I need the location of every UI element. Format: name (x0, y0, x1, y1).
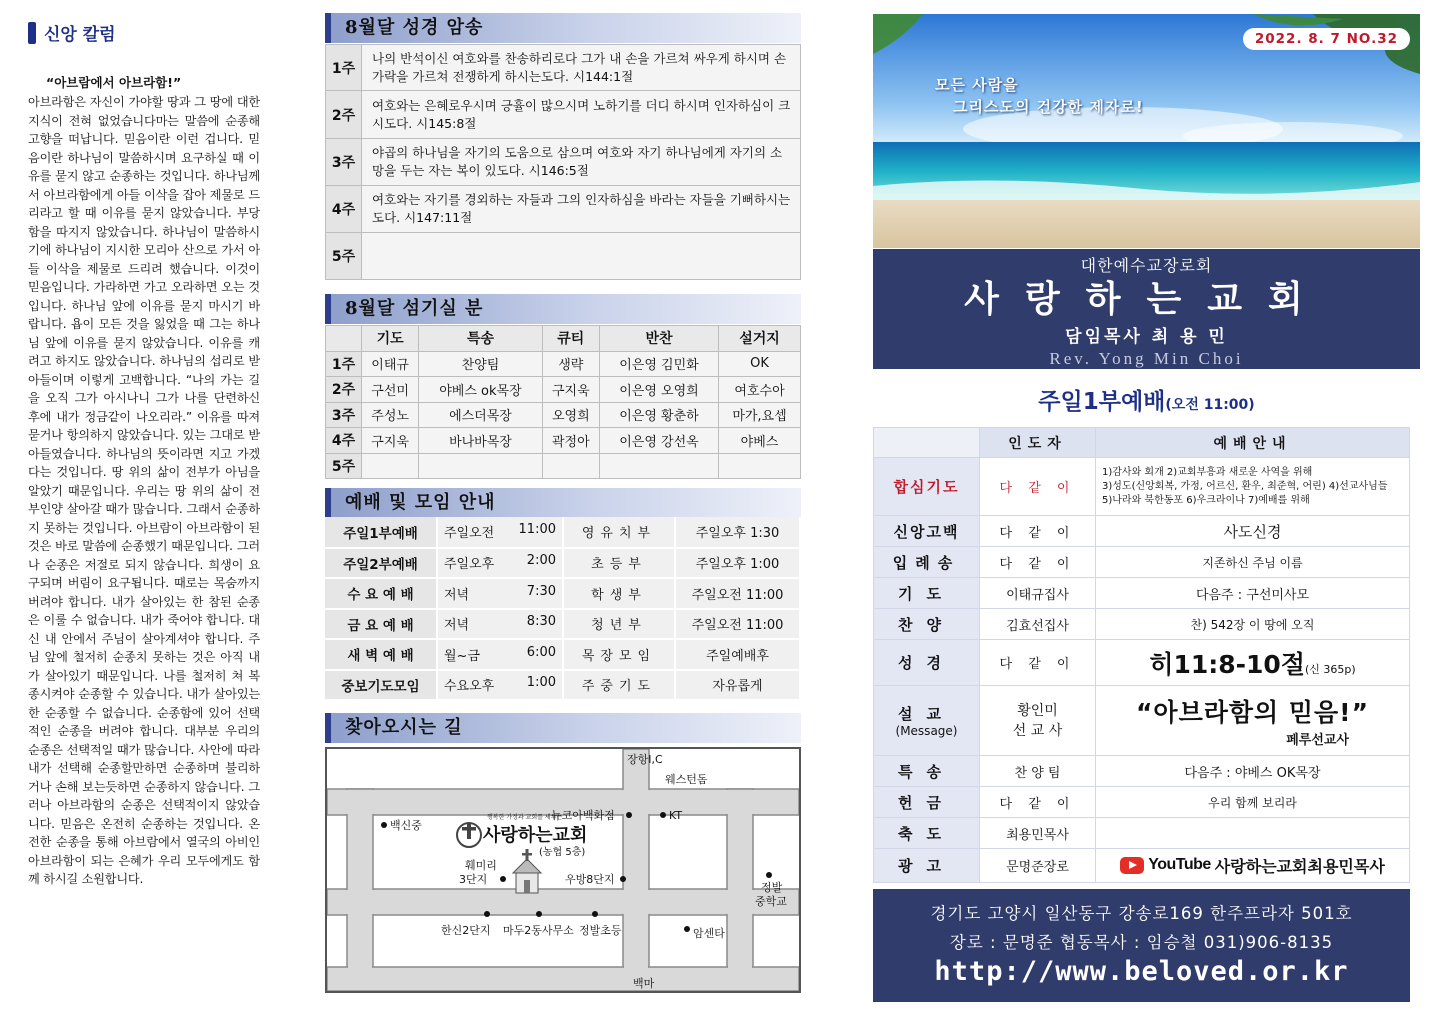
map-label: 행복한 가정과 교회를 세우는 (487, 814, 563, 821)
gathering-time (437, 670, 563, 701)
order-guide: 지존하신 주님 이름 (1096, 547, 1410, 578)
table-cell (719, 453, 801, 479)
table-cell (542, 453, 599, 479)
verses-header: 8월달 성경 암송 (325, 13, 801, 43)
verse-text (362, 233, 801, 280)
prayer-topic: 5)나라와 북한동포 6)우크라이나 7)예배를 위해 (1102, 494, 1310, 506)
map-label: 마두2동사무소 (503, 924, 574, 937)
order-leader: 문명준장로 (980, 849, 1096, 883)
column-header: 기도 (362, 326, 419, 352)
verse-text: 여호와는 자기를 경외하는 자들과 그의 인자하심을 바라는 자들을 기뻐하시는도다. 시147:11절 (362, 186, 801, 233)
table-row (326, 186, 801, 233)
table-row (326, 351, 801, 377)
table-row (874, 547, 1410, 578)
map-label: (농협 5층) (539, 847, 586, 858)
table-cell: 구지욱 (362, 428, 419, 454)
table-cell: 야베스 ok목장 (419, 377, 542, 403)
youtube-channel-name: 사랑하는교회최용민목사 (1214, 856, 1385, 876)
table-row (874, 787, 1410, 818)
order-item: 찬양 (874, 609, 980, 640)
church-logo-icon (457, 823, 481, 847)
table-row (326, 428, 801, 454)
order-guide: 다음주 : 야베스 OK목장 (1096, 756, 1410, 787)
dept-time: 자유롭게 (675, 670, 800, 701)
table-cell: 이은영 황춘하 (599, 402, 718, 428)
table-row (874, 516, 1410, 547)
order-leader: 다 같 이 (980, 458, 1096, 516)
order-guide (1096, 458, 1410, 516)
time-day: 수요오후 (444, 679, 495, 695)
table-cell: 여호수아 (719, 377, 801, 403)
order-leader: 다 같 이 (980, 787, 1096, 818)
worship-title-text: 주일1부예배 (1038, 389, 1166, 415)
order-leader: 최용민목사 (980, 818, 1096, 849)
week-label: 2주 (326, 91, 362, 139)
verse-text: 여호와는 은혜로우시며 긍휼이 많으시며 노하기를 더디 하시며 인자하심이 크시도다. 시145:8절 (362, 91, 801, 139)
column-header: 반찬 (599, 326, 718, 352)
prayer-topics (1096, 464, 1409, 510)
week-label: 4주 (326, 186, 362, 233)
church-name: 사랑하는교회 (964, 278, 1329, 320)
hero-beach-image (873, 14, 1420, 248)
gathering-name: 새 벽 예 배 (325, 639, 437, 670)
table-row (874, 458, 1410, 516)
map-pin-icon (484, 911, 490, 917)
gatherings-header: 예배 및 모임 안내 (325, 488, 801, 518)
pastor-english-name: Rev. Yong Min Choi (1049, 349, 1244, 368)
table-cell: 이은영 강선옥 (599, 428, 718, 454)
map-pin-icon (592, 911, 598, 917)
hero-slogan (935, 74, 1144, 118)
column-header: 설거지 (719, 326, 801, 352)
map-label: 암센타 (693, 927, 725, 940)
prayer-topic: 1)감사와 회개 2)교회부흥과 새로운 사역을 위해 (1102, 466, 1313, 478)
table-header-row (326, 326, 801, 352)
time-hour: 6:00 (526, 644, 556, 660)
service-table (325, 325, 801, 479)
order-guide: 다음주 : 구선미사모 (1096, 578, 1410, 609)
church-building-icon (513, 849, 541, 893)
table-row (874, 578, 1410, 609)
bible-reference: 히11:8-10절 (1149, 649, 1305, 679)
map-pin-icon (500, 876, 506, 882)
map-pin-icon (766, 872, 772, 878)
column-header: 큐티 (542, 326, 599, 352)
map-label: 정발초등 (579, 924, 622, 937)
gathering-name: 주일1부예배 (325, 517, 437, 548)
map-svg (327, 749, 799, 991)
order-guide: 사도신경 (1096, 516, 1410, 547)
order-item: 입례송 (874, 547, 980, 578)
table-cell: OK (719, 351, 801, 377)
table-row (326, 453, 801, 479)
slogan-line: 그리스도의 건강한 제자로! (953, 98, 1144, 116)
table-header-row (874, 428, 1410, 458)
title-bar-icon (28, 22, 36, 44)
map-pin-icon (660, 812, 666, 818)
map-label: 3단지 (459, 873, 488, 886)
gathering-time (437, 548, 563, 579)
table-row (874, 756, 1410, 787)
order-guide (1096, 849, 1410, 883)
gathering-name: 수 요 예 배 (325, 578, 437, 609)
directions-header: 찾아오시는 길 (325, 713, 801, 743)
map-label: 백신중 (390, 819, 422, 832)
week-label: 3주 (326, 402, 362, 428)
youtube-play-icon (1120, 857, 1144, 874)
order-item: 광고 (874, 849, 980, 883)
map-label: 웨스턴돔 (665, 773, 708, 786)
table-cell: 이은영 김민화 (599, 351, 718, 377)
order-item: 기도 (874, 578, 980, 609)
week-label: 1주 (326, 45, 362, 91)
table-row (325, 670, 800, 701)
directions-map (325, 747, 801, 993)
table-cell: 찬양팀 (419, 351, 542, 377)
order-guide (1096, 686, 1410, 756)
verses-table (325, 44, 801, 280)
dept-name: 목장모임 (563, 639, 675, 670)
slogan-line: 모든 사람을 (935, 76, 1019, 94)
youtube-wordmark: YouTube (1148, 856, 1211, 873)
table-row (326, 233, 801, 280)
column-header: 인도자 (980, 428, 1096, 458)
dept-time: 주일예배후 (675, 639, 800, 670)
table-cell (599, 453, 718, 479)
dept-time: 주일오후 1:00 (675, 548, 800, 579)
order-item: 헌금 (874, 787, 980, 818)
column-header: 특송 (419, 326, 542, 352)
week-label: 1주 (326, 351, 362, 377)
dept-name: 초등부 (563, 548, 675, 579)
map-pin-icon (536, 911, 542, 917)
map-label: KT (669, 809, 683, 822)
order-leader: 다 같 이 (980, 516, 1096, 547)
time-day: 주일오전 (444, 526, 495, 542)
time-day: 저녁 (444, 618, 470, 634)
church-banner (873, 249, 1420, 369)
gathering-time (437, 609, 563, 640)
denomination: 대한예수교장로회 (1080, 256, 1213, 275)
table-cell: 생략 (542, 351, 599, 377)
time-hour: 1:00 (526, 675, 556, 691)
column-header (326, 326, 362, 352)
map-label: 정발 (761, 881, 783, 894)
table-row (325, 609, 800, 640)
order-guide (1096, 640, 1410, 686)
table-cell: 바나바목장 (419, 428, 542, 454)
order-leader: 찬 양 팀 (980, 756, 1096, 787)
column-header (874, 428, 980, 458)
table-row (874, 686, 1410, 756)
table-cell: 이은영 오영희 (599, 377, 718, 403)
week-label: 5주 (326, 453, 362, 479)
pastor-name: 담임목사 최 용 민 (1065, 327, 1228, 347)
order-item: 축도 (874, 818, 980, 849)
church-staff-contact: 장로 : 문명준 협동목사 : 임승철 031)906-8135 (949, 933, 1334, 952)
order-item: 성경 (874, 640, 980, 686)
map-pin-icon (626, 812, 632, 818)
faith-column (28, 20, 260, 889)
dept-name: 학생부 (563, 578, 675, 609)
map-label: 한신2단지 (441, 924, 491, 937)
table-row (326, 45, 801, 91)
order-item (874, 686, 980, 756)
sermon-preacher: 페루선교사 (1286, 733, 1349, 748)
table-cell: 마가,요셉 (719, 402, 801, 428)
bible-page: (신 365p) (1304, 662, 1356, 676)
table-row (325, 517, 800, 548)
map-label: 장항I,C (627, 753, 663, 766)
table-row (874, 818, 1410, 849)
time-hour: 2:00 (526, 553, 556, 569)
order-leader: 이태규집사 (980, 578, 1096, 609)
column-header: 예배안내 (1096, 428, 1410, 458)
gathering-time (437, 517, 563, 548)
table-row (874, 640, 1410, 686)
time-day: 저녁 (444, 587, 470, 603)
map-pin-icon (620, 876, 626, 882)
order-guide: 우리 함께 보리라 (1096, 787, 1410, 818)
order-item: 합심기도 (874, 458, 980, 516)
time-day: 주일오후 (444, 557, 495, 573)
prayer-topic: 3)성도(신앙회복, 가정, 어르신, 환우, 최준혁, 어린) 4)선교사님들 (1102, 480, 1388, 492)
time-hour: 11:00 (518, 522, 556, 538)
time-hour: 7:30 (526, 583, 556, 599)
time-hour: 8:30 (526, 614, 556, 630)
order-guide (1096, 818, 1410, 849)
sermon-item-sub: (Message) (895, 724, 958, 738)
sermon-leader: 황인미 (1017, 702, 1058, 719)
table-cell (362, 453, 419, 479)
table-cell: 에스더목장 (419, 402, 542, 428)
dept-name: 영유치부 (563, 517, 675, 548)
gathering-name: 중보기도모임 (325, 670, 437, 701)
dept-time: 주일오후 1:30 (675, 517, 800, 548)
sermon-title: “아브라함의 믿음!” (1135, 698, 1370, 727)
order-item: 특송 (874, 756, 980, 787)
gathering-time (437, 578, 563, 609)
table-row (326, 91, 801, 139)
verse-text: 야곱의 하나님을 자기의 도움으로 삼으며 여호와 자기 하나님에게 자기의 소망을 두는 자는 복이 있도다. 시146:5절 (362, 139, 801, 186)
week-label: 5주 (326, 233, 362, 280)
time-day: 월~금 (444, 648, 481, 664)
church-map-label: 사랑하는교회 (483, 825, 588, 846)
table-cell: 구선미 (362, 377, 419, 403)
order-item: 신앙고백 (874, 516, 980, 547)
map-pin-icon (381, 822, 387, 828)
table-row (325, 578, 800, 609)
table-cell: 구지욱 (542, 377, 599, 403)
week-label: 4주 (326, 428, 362, 454)
worship-time: (오전 11:00) (1165, 397, 1255, 413)
youtube-channel-link[interactable] (1120, 854, 1385, 877)
table-cell: 오영희 (542, 402, 599, 428)
worship-title (873, 383, 1420, 416)
gathering-time (437, 639, 563, 670)
service-header: 8월달 섬기실 분 (325, 294, 801, 324)
church-footer (873, 889, 1410, 1002)
order-leader: 다 같 이 (980, 547, 1096, 578)
map-label: 뉴코아백화점 (551, 809, 615, 822)
order-leader: 김효선집사 (980, 609, 1096, 640)
table-cell: 주성노 (362, 402, 419, 428)
church-address: 경기도 고양시 일산동구 강송로169 한주프라자 501호 (930, 904, 1353, 923)
table-cell: 야베스 (719, 428, 801, 454)
dept-time: 주일오전 11:00 (675, 578, 800, 609)
table-row (874, 609, 1410, 640)
table-row (325, 639, 800, 670)
table-row (874, 849, 1410, 883)
map-label: 우방8단지 (565, 873, 615, 886)
week-label: 3주 (326, 139, 362, 186)
dept-name: 주중기도 (563, 670, 675, 701)
order-leader (980, 686, 1096, 756)
dept-name: 청년부 (563, 609, 675, 640)
table-row (326, 402, 801, 428)
table-row (326, 377, 801, 403)
sermon-item-label: 설교 (898, 705, 955, 723)
order-guide: 찬) 542장 이 땅에 오직 (1096, 609, 1410, 640)
table-row (325, 548, 800, 579)
map-pin-icon (684, 926, 690, 932)
church-website-link[interactable]: http://www.beloved.or.kr (934, 956, 1349, 987)
gathering-name: 금 요 예 배 (325, 609, 437, 640)
sermon-leader-title: 선 교 사 (1012, 722, 1063, 739)
table-cell: 이태규 (362, 351, 419, 377)
table-row (326, 139, 801, 186)
worship-order-table (873, 427, 1410, 883)
week-label: 2주 (326, 377, 362, 403)
order-leader: 다 같 이 (980, 640, 1096, 686)
map-label: 백마 (633, 977, 655, 990)
gathering-name: 주일2부예배 (325, 548, 437, 579)
map-label: 중학교 (755, 895, 787, 908)
column-title-text: 신앙 칼럼 (44, 25, 116, 45)
issue-date-badge: 2022. 8. 7 NO.32 (1243, 28, 1410, 50)
column-body: 아브라함은 자신이 가야할 땅과 그 땅에 대한 지식이 전혀 없었습니다마는 말씀에 순종해 고향을 떠납니다. 믿음이란 이런 겁니다. 믿음이란 하나님이 말씀하시며 요구하실 때 이유를 묻지 않고 순종하는 것입니다. 하나님께서 아브라함에게 아들 이삭을 잡아 제물로 드리라고 할 때 이유를 묻지 않았습니다. 부당함을 따지지 않았습니다. 하나님이 말씀하시기에 하나님이 지시한 모리아 산으로 가서 아들 이삭을 제물로 드리려 했습니다. 이것이 믿음입니다. 가라하면 가고 오라하면 오는 것입니다. 하나님 앞에 이유를 묻지 마시기 바랍니다. 욥이 모든 것을 잃었을 때 그는 하나님 앞에 이유를 묻지 않았습니다. 이유를 캐려고 하지도 않았습니다. 하나님의 섭리로 받아들이며 이렇게 고백합니다. “나의 가는 길을 오직 그가 아시나니 그가 나를 단련하신 후에 내가 정금같이 나오리라.” 이유를 따져 묻거나 항의하지 않았습니다. 있는 그대로 받아들였습니다. 하나님의 뜻이라면 지고 가겠다는 것입니다. 땅 위의 삶이 전부가 아님을 알았기 때문입니다. 우리는 땅 위의 삶이 전부인양 살아갈 때가 많습니다. 그래서 순종하지 못하는 것입니다. 아브람이 아브라함이 된 것은 바로 말씀에 순종했기 때문입니다. 그러나 순종은 저절로 되지 않습니다. 희생이 요구되며 버림이 요구됩니다. 때로는 목숨까지 버려야 합니다. 내가 살아있는 한 참된 순종은 이룰 수 없습니다. 내가 죽어야 합니다. 대신 내 안에서 주님이 살아계셔야 합니다. 주님 앞에 철저히 순종치 못하는 것은 아직 내가 살아있기 때문입니다. 나를 철저히 쳐 복종시켜야 순종할 수 있습니다. 내가 살아있는 한 순종할 수 없습니다. 순종함에 있어 선택적인 순종을 버려야 합니다. 대부분 우리의 순종은 선택적일 때가 많습니다. 사안에 따라 내가 선택해 순종할만하면 순종하며 불리하거나 손해 보는듯하면 순종하지 않습니다. 그러나 아브라함의 순종은 선택적이지 않았습니다. 믿음은 온전히 순종하는 것입니다. 온전한 순종을 통해 아브람에서 열국의 아비인 아브라함이 되는 은혜가 우리 모두에게도 함께 하시길 소원합니다. (28, 95, 260, 886)
gatherings-table (325, 517, 801, 701)
column-heading: “아브람에서 아브라함!” (46, 75, 182, 90)
table-cell: 곽정아 (542, 428, 599, 454)
table-cell (419, 453, 542, 479)
verse-text: 나의 반석이신 여호와를 찬송하리로다 그가 내 손을 가르쳐 싸우게 하시며 손가락을 가르쳐 전쟁하게 하시는도다. 시144:1절 (362, 45, 801, 91)
column-title (28, 20, 260, 45)
map-label: 훼미리 (465, 859, 497, 872)
dept-time: 주일오전 11:00 (675, 609, 800, 640)
